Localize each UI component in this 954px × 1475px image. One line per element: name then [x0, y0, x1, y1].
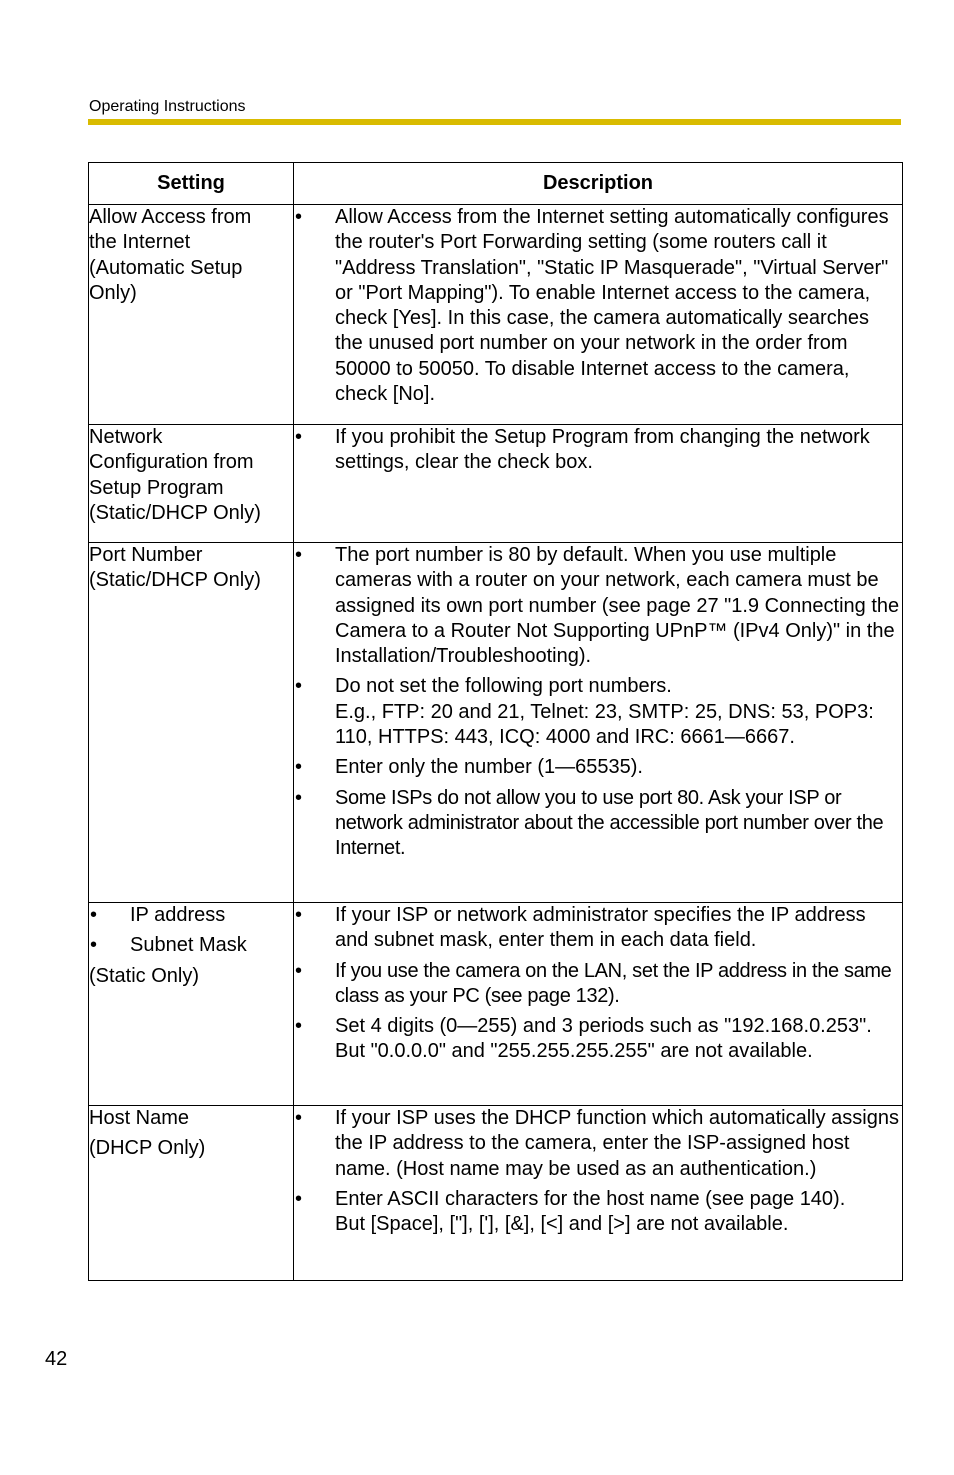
setting-cell [89, 543, 294, 903]
bullet-icon: • [295, 206, 303, 228]
column-header-setting: Setting [89, 163, 294, 205]
setting-text: Setup Program [89, 476, 224, 499]
bullet-item [294, 674, 902, 750]
table-row [89, 1106, 903, 1281]
setting-text: Subnet Mask [130, 934, 247, 957]
bullet-icon: • [295, 426, 303, 448]
bullet-item [294, 1014, 902, 1065]
bullet-icon: • [295, 959, 303, 982]
setting-text: (Automatic Setup [89, 256, 243, 279]
bullet-text: If you use the camera on the LAN, set the IP address in the same class as your PC (see page 132). [335, 959, 892, 1007]
description-cell [294, 1106, 903, 1281]
setting-text: (Static/DHCP Only) [89, 569, 261, 592]
bullet-icon: • [295, 1015, 303, 1038]
settings-table [88, 162, 903, 1281]
bullet-text: Set 4 digits (0—255) and 3 periods such as "192.168.0.253". But "0.0.0.0" and "255.255.255.255" are not available. [335, 1015, 872, 1063]
table-row [89, 903, 903, 1106]
setting-cell [89, 1106, 294, 1281]
bullet-item [294, 786, 902, 862]
setting-cell [89, 425, 294, 543]
description-cell [294, 903, 903, 1106]
table-row [89, 425, 903, 543]
bullet-icon: • [295, 1107, 303, 1129]
bullet-item [294, 1187, 902, 1238]
setting-text: (Static Only) [89, 964, 200, 987]
bullet-text-continuation: But [Space], ["], ['], [&], [<] and [>] are not available. [335, 1213, 789, 1236]
setting-text: Host Name [89, 1107, 190, 1129]
bullet-item [294, 959, 902, 1010]
setting-text: Configuration from [89, 451, 254, 474]
bullet-text: Some ISPs do not allow you to use port 80. Ask your ISP or network administrator about the accessible port number over the Internet. [335, 786, 884, 860]
bullet-icon: • [295, 904, 303, 926]
bullet-item [294, 425, 902, 476]
setting-text: the Internet [89, 231, 191, 254]
bullet-icon: • [295, 544, 303, 566]
bullet-icon: • [90, 934, 98, 957]
page-number: 42 [45, 1348, 68, 1370]
table-header-row [89, 163, 903, 205]
bullet-text: Enter ASCII characters for the host name (see page 140). [335, 1187, 846, 1210]
setting-text: (DHCP Only) [89, 1137, 206, 1160]
bullet-icon: • [90, 904, 98, 926]
bullet-item [294, 543, 902, 669]
setting-bullet-item [89, 903, 293, 928]
bullet-item [294, 1106, 902, 1182]
bullet-text: Do not set the following port numbers. [335, 675, 672, 698]
setting-cell [89, 903, 294, 1106]
bullet-text: If your ISP uses the DHCP function which automatically assigns the IP address to the camera, enter the ISP-assigned host name. (Host name may be used as an authentication.) [335, 1107, 899, 1180]
bullet-icon: • [295, 756, 303, 779]
bullet-text: If you prohibit the Setup Program from changing the network settings, clear the check box. [335, 426, 870, 474]
table-row [89, 205, 903, 425]
bullet-text: If your ISP or network administrator specifies the IP address and subnet mask, enter them in each data field. [335, 904, 866, 952]
bullet-text: Allow Access from the Internet setting automatically configures the router's Port Forwarding setting (some routers call it "Address Translation", "Static IP Masquerade", "Virtual Server" or "Port Mapping"). To enable Internet access to the camera, check [Yes]. In this case, the camera automatically searches the unused port number on your network in the order from 50000 to 50050. To disable Internet access to the camera, check [No]. [335, 206, 889, 406]
table-row [89, 543, 903, 903]
setting-text: Allow Access from [89, 206, 252, 228]
setting-text: (Static/DHCP Only) [89, 501, 261, 524]
bullet-icon: • [295, 675, 303, 698]
bullet-item [294, 903, 902, 954]
setting-text: IP address [130, 904, 226, 926]
column-header-description: Description [294, 163, 903, 205]
setting-text: Only) [89, 281, 137, 304]
bullet-item [294, 205, 902, 407]
header-rule [88, 119, 901, 125]
setting-cell [89, 205, 294, 425]
setting-text: Network [89, 426, 163, 448]
bullet-text: Enter only the number (1—65535). [335, 756, 643, 779]
running-header: Operating Instructions [89, 98, 246, 115]
bullet-icon: • [295, 1187, 303, 1210]
bullet-text: The port number is 80 by default. When you use multiple cameras with a router on your network, each camera must be assigned its own port number (see page 27 "1.9 Connecting the Camera to a Router Not Supporting UPnP™ (IPv4 Only)" in the Installation/Troubleshooting). [335, 544, 900, 668]
description-cell [294, 425, 903, 543]
bullet-item [294, 755, 902, 780]
setting-text: Port Number [89, 544, 203, 566]
bullet-text-continuation: E.g., FTP: 20 and 21, Telnet: 23, SMTP: 25, DNS: 53, POP3: 110, HTTPS: 443, ICQ: 4000 and IRC: 6661—6667. [335, 700, 874, 749]
bullet-icon: • [295, 786, 303, 809]
description-cell [294, 543, 903, 903]
setting-bullet-item [89, 933, 293, 958]
description-cell [294, 205, 903, 425]
